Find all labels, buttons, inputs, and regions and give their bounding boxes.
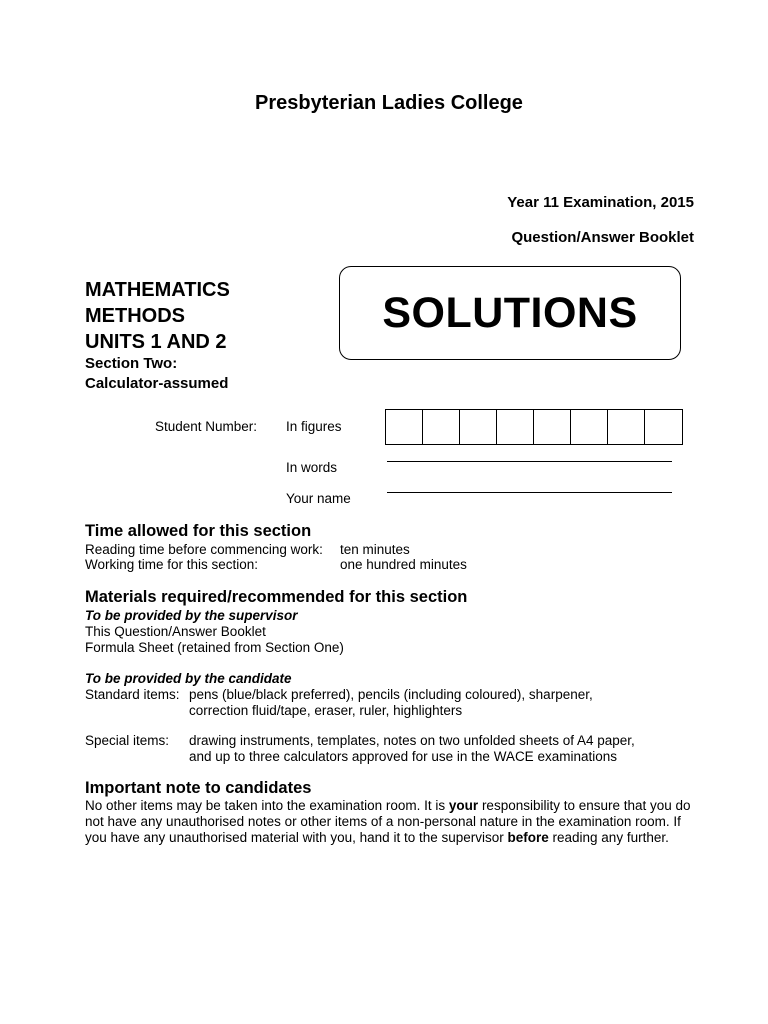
special-items-label: Special items:	[85, 733, 170, 748]
student-number-label: Student Number:	[155, 419, 258, 434]
section-type: Calculator-assumed	[85, 375, 229, 392]
your-name-line[interactable]	[387, 492, 672, 493]
special-items-line: drawing instruments, templates, notes on two unfolded sheets of A4 paper,	[189, 733, 635, 748]
digit-box[interactable]	[608, 410, 645, 444]
digit-box[interactable]	[497, 410, 534, 444]
important-note-heading: Important note to candidates	[85, 779, 312, 797]
section-name: Section Two:	[85, 355, 178, 372]
time-heading: Time allowed for this section	[85, 522, 312, 540]
booklet-type: Question/Answer Booklet	[511, 229, 694, 246]
working-time-label: Working time for this section:	[85, 557, 259, 572]
standard-items-line: correction fluid/tape, eraser, ruler, highlighters	[189, 703, 463, 718]
solutions-text: SOLUTIONS	[382, 288, 638, 337]
in-words-label: In words	[286, 460, 338, 475]
special-items-line: and up to three calculators approved for use in the WACE examinations	[189, 749, 617, 764]
important-note-text	[85, 798, 695, 846]
digit-box[interactable]	[386, 410, 423, 444]
standard-items-line: pens (blue/black preferred), pencils (including coloured), sharpener,	[189, 687, 593, 702]
college-name: Presbyterian Ladies College	[255, 92, 523, 114]
supervisor-heading: To be provided by the supervisor	[85, 608, 298, 623]
digit-box[interactable]	[645, 410, 682, 444]
digit-box[interactable]	[423, 410, 460, 444]
in-words-line[interactable]	[387, 461, 672, 462]
reading-time-value: ten minutes	[340, 542, 410, 557]
subject-line-1: MATHEMATICS	[85, 279, 230, 301]
reading-time-label: Reading time before commencing work:	[85, 542, 323, 557]
working-time-value: one hundred minutes	[340, 557, 467, 572]
candidate-heading: To be provided by the candidate	[85, 671, 292, 686]
note-emphasis: your	[448, 798, 479, 813]
materials-heading: Materials required/recommended for this section	[85, 588, 468, 606]
standard-items-label: Standard items:	[85, 687, 180, 702]
subject-line-2: METHODS	[85, 305, 185, 327]
solutions-stamp	[339, 266, 681, 360]
note-text: No other items may be taken into the examination room. It is	[85, 798, 449, 813]
note-text: responsibility to ensure that you do not have any unauthorised notes or other items of a non-personal nature in the examination room. If you have any unauthorised material with you, hand it to the supervisor	[85, 798, 691, 845]
digit-box[interactable]	[571, 410, 608, 444]
exam-title: Year 11 Examination, 2015	[507, 194, 694, 211]
subject-line-3: UNITS 1 AND 2	[85, 331, 227, 353]
note-text: reading any further.	[548, 830, 669, 845]
in-figures-label: In figures	[286, 419, 342, 434]
digit-box[interactable]	[534, 410, 571, 444]
student-number-boxes[interactable]	[385, 409, 683, 445]
note-emphasis: before	[507, 830, 549, 845]
supervisor-item: Formula Sheet (retained from Section One)	[85, 640, 344, 655]
your-name-label: Your name	[286, 491, 351, 506]
supervisor-item: This Question/Answer Booklet	[85, 624, 266, 639]
digit-box[interactable]	[460, 410, 497, 444]
